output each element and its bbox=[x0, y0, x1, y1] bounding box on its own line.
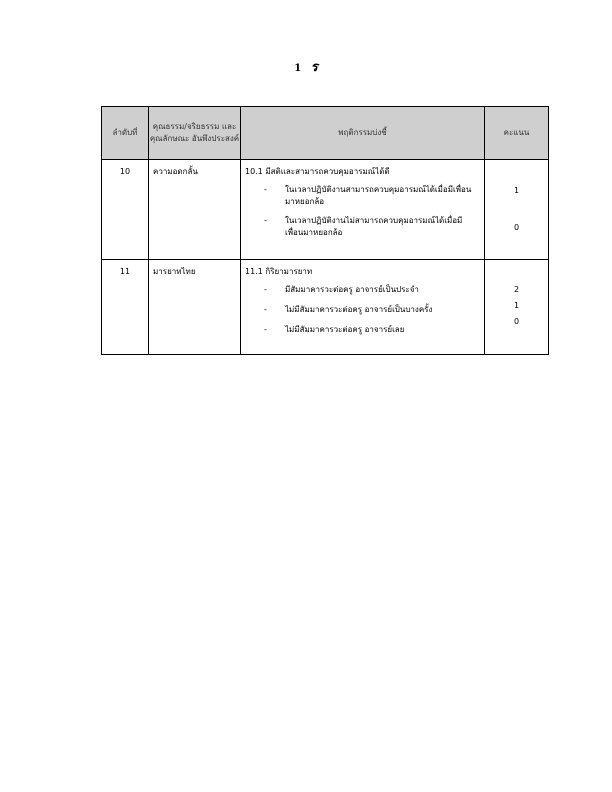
dash-bullet: - bbox=[264, 216, 267, 225]
row-number: 10 bbox=[102, 160, 149, 260]
row-behavior bbox=[241, 160, 485, 260]
dash-bullet: - bbox=[264, 185, 267, 194]
behavior-title: 10.1 มีสติและสามารถควบคุมอารมณ์ได้ดี bbox=[245, 167, 390, 176]
header-virtue: คุณธรรม/จริยธรรม และคุณลักษณะ อันพึงประสงค์ bbox=[149, 107, 241, 160]
dash-bullet: - bbox=[264, 305, 267, 314]
score-value: 1 bbox=[513, 301, 520, 310]
header-no: ลำดับที่ bbox=[102, 107, 149, 160]
behavior-title: 11.1 กิริยามารยาท bbox=[245, 267, 313, 276]
dash-bullet: - bbox=[264, 285, 267, 294]
page-number-value: 1 bbox=[294, 63, 302, 74]
table-row bbox=[102, 260, 549, 355]
behavior-item bbox=[245, 184, 480, 208]
score-value: 0 bbox=[513, 317, 520, 326]
row-virtue: ความอดกลั้น bbox=[149, 160, 241, 260]
score-value: 2 bbox=[513, 285, 520, 294]
behavior-item bbox=[245, 284, 480, 296]
table-header-row bbox=[102, 107, 549, 160]
page-number bbox=[0, 56, 612, 77]
behavior-item-text: ไม่มีสัมมาคารวะต่อครู อาจารย์เลย bbox=[285, 325, 405, 334]
table-row bbox=[102, 160, 549, 260]
row-virtue: มารยาทไทย bbox=[149, 260, 241, 355]
score-value: 0 bbox=[513, 223, 520, 232]
behavior-item bbox=[245, 324, 480, 336]
behavior-rubric-table bbox=[101, 106, 549, 355]
behavior-item-text: ไม่มีสัมมาคารวะต่อครู อาจารย์เป็นบางครั้ง bbox=[285, 305, 433, 314]
score-value: 1 bbox=[513, 186, 520, 195]
row-number: 11 bbox=[102, 260, 149, 355]
row-behavior bbox=[241, 260, 485, 355]
header-score: คะแนน bbox=[485, 107, 549, 160]
page-number-mark: ร bbox=[310, 60, 318, 75]
behavior-item-text: มีสัมมาคารวะต่อครู อาจารย์เป็นประจำ bbox=[285, 285, 419, 294]
behavior-item bbox=[245, 304, 480, 316]
row-score bbox=[485, 260, 549, 355]
header-behavior: พฤติกรรมบ่งชี้ bbox=[241, 107, 485, 160]
behavior-item-text: ในเวลาปฏิบัติงานไม่สามารถควบคุมอารมณ์ได้เมื่อมีเพื่อนมาหยอกล้อ bbox=[285, 216, 463, 237]
dash-bullet: - bbox=[264, 325, 267, 334]
behavior-item bbox=[245, 215, 480, 239]
behavior-item-text: ในเวลาปฏิบัติงานสามารถควบคุมอารมณ์ได้เมื่อมีเพื่อนมาหยอกล้อ bbox=[285, 185, 472, 206]
row-score bbox=[485, 160, 549, 260]
